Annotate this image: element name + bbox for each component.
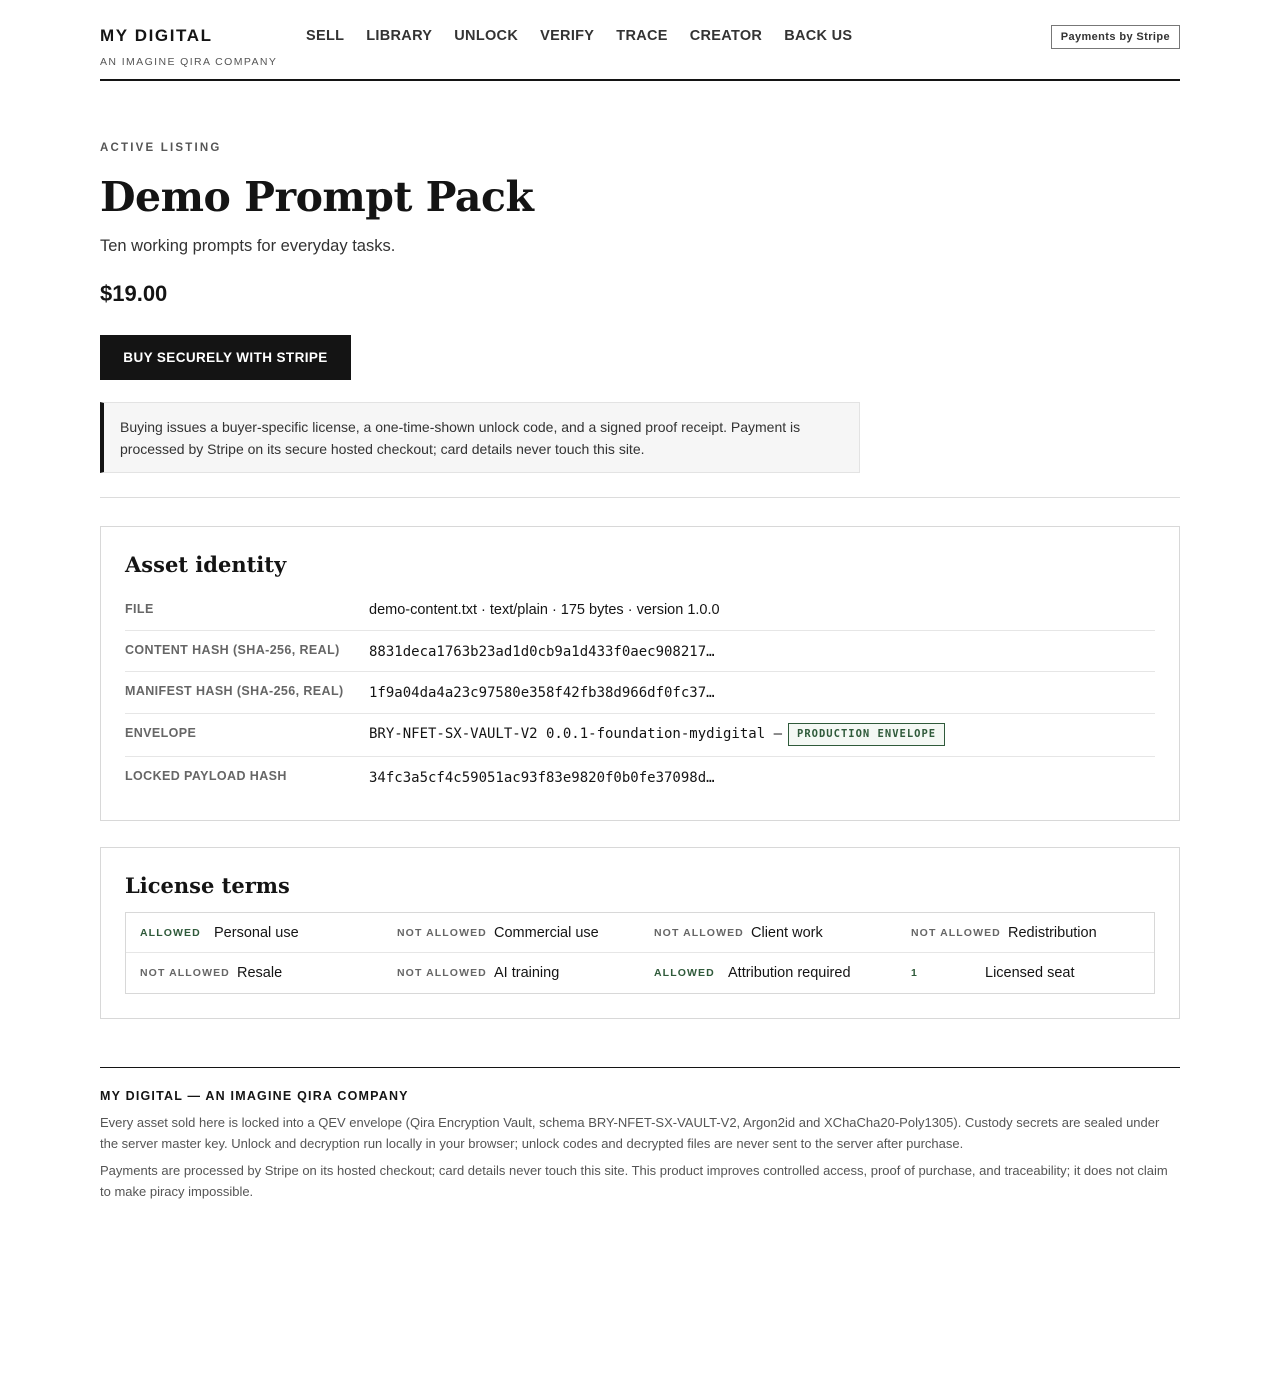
license-row	[126, 953, 1154, 993]
license-term	[126, 913, 383, 953]
buy-button[interactable]: BUY SECURELY WITH STRIPE	[100, 335, 351, 380]
term-label: Resale	[237, 965, 283, 981]
status-badge: ALLOWED	[654, 967, 715, 979]
status-badge: ALLOWED	[140, 927, 201, 939]
asset-identity-list	[125, 595, 1155, 799]
row-value: demo-content.txt · text/plain · 175 bytes · version 1.0.0	[369, 602, 720, 618]
row-label: ENVELOPE	[125, 726, 197, 740]
term-label: Attribution required	[728, 965, 851, 981]
status-badge: NOT ALLOWED	[140, 967, 230, 979]
nav-sell[interactable]: SELL	[306, 28, 345, 44]
license-term	[640, 953, 897, 993]
term-label: Redistribution	[1008, 925, 1097, 941]
page-title: Demo Prompt Pack	[100, 173, 534, 221]
site-header	[100, 0, 1180, 81]
listing-subtitle: Ten working prompts for everyday tasks.	[100, 237, 396, 255]
brand-title: MY DIGITAL	[100, 26, 213, 45]
status-badge: NOT ALLOWED	[397, 967, 487, 979]
seat-count: 1	[911, 967, 918, 979]
asset-row-content-hash	[125, 631, 1155, 672]
status-badge: NOT ALLOWED	[911, 927, 1001, 939]
nav-library[interactable]: LIBRARY	[366, 28, 433, 44]
asset-row-locked-payload-hash	[125, 757, 1155, 799]
nav-creator[interactable]: CREATOR	[689, 28, 763, 44]
footer-divider	[100, 1067, 1180, 1068]
footer-paragraph-payments: Payments are processed by Stripe on its hosted checkout; card details never touch this site. This product improves controlled access, proof of purchase, and traceability; it does not claim to make piracy impossible.	[100, 1163, 1168, 1199]
locked-payload-hash-value: 34fc3a5cf4c59051ac93f83e9820f0b0fe37098d…	[369, 770, 715, 786]
license-term	[383, 913, 640, 953]
asset-identity-card	[100, 526, 1180, 821]
envelope-id: BRY-NFET-SX-VAULT-V2 0.0.1-foundation-mydigital —	[369, 726, 783, 742]
term-label: Licensed seat	[985, 965, 1075, 981]
row-label: CONTENT HASH (SHA-256, REAL)	[125, 643, 340, 657]
price: $19.00	[100, 281, 168, 306]
main-nav	[306, 28, 852, 44]
row-label: LOCKED PAYLOAD HASH	[125, 769, 287, 783]
row-label: FILE	[125, 602, 154, 616]
license-row	[126, 913, 1154, 953]
license-term	[126, 953, 383, 993]
nav-verify[interactable]: VERIFY	[540, 28, 595, 44]
term-label: Personal use	[214, 925, 299, 941]
asset-row-envelope	[125, 714, 1155, 757]
listing-eyebrow: ACTIVE LISTING	[100, 142, 222, 154]
footer-title: MY DIGITAL — AN IMAGINE QIRA COMPANY	[100, 1089, 409, 1103]
term-label: Commercial use	[494, 925, 599, 941]
brand-subtitle: AN IMAGINE QIRA COMPANY	[100, 56, 278, 68]
brand[interactable]	[100, 26, 277, 68]
row-label: MANIFEST HASH (SHA-256, REAL)	[125, 684, 344, 698]
envelope-value	[369, 723, 945, 746]
payments-badge: Payments by Stripe	[1051, 25, 1180, 49]
status-badge: NOT ALLOWED	[397, 927, 487, 939]
footer-paragraph-encryption: Every asset sold here is locked into a QEV envelope (Qira Encryption Vault, schema BRY-NFET-SX-VAULT-V2, Argon2id and XChaCha20-Poly1305). Custody secrets are sealed under the server master key. Unlock and decryption run locally in your browser; unlock codes and decrypted files are never sent to the server after purchase.	[100, 1115, 1160, 1151]
license-term	[897, 913, 1154, 953]
license-terms-card	[100, 847, 1180, 1019]
content-hash-value: 8831deca1763b23ad1d0cb9a1d433f0aec908217…	[369, 644, 715, 660]
asset-row-file	[125, 595, 1155, 631]
nav-back-us[interactable]: BACK US	[784, 28, 853, 44]
license-term	[383, 953, 640, 993]
divider	[100, 497, 1180, 498]
nav-unlock[interactable]: UNLOCK	[454, 28, 519, 44]
license-terms-title: License terms	[125, 873, 290, 898]
license-term	[640, 913, 897, 953]
asset-row-manifest-hash	[125, 672, 1155, 714]
license-terms-grid	[125, 912, 1155, 994]
purchase-note: Buying issues a buyer-specific license, a one-time-shown unlock code, and a signed proof receipt. Payment is processed by Stripe on its secure hosted checkout; card details never touch this site.	[100, 402, 860, 473]
asset-identity-title: Asset identity	[125, 552, 287, 577]
status-badge: NOT ALLOWED	[654, 927, 744, 939]
manifest-hash-value: 1f9a04da4a23c97580e358f42fb38d966df0fc37…	[369, 685, 715, 701]
term-label: AI training	[494, 965, 560, 981]
nav-trace[interactable]: TRACE	[616, 28, 668, 44]
term-label: Client work	[751, 925, 823, 941]
production-envelope-badge: PRODUCTION ENVELOPE	[788, 723, 945, 746]
license-term	[897, 953, 1154, 993]
